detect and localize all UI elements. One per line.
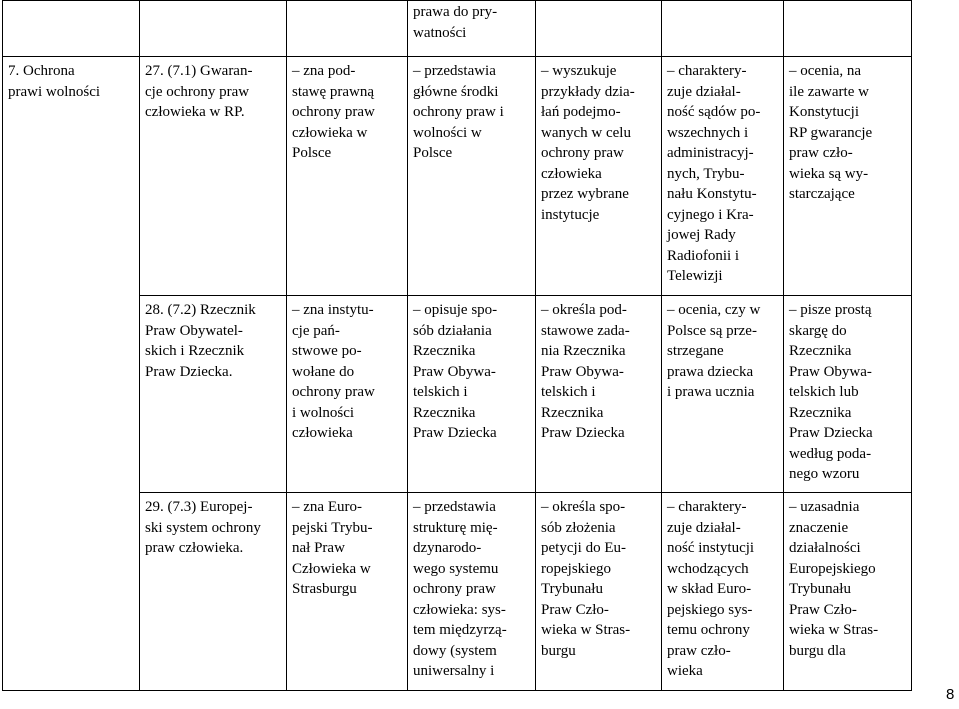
topic-cell	[140, 296, 287, 493]
requirement-cell	[287, 57, 408, 296]
table-row	[3, 296, 912, 493]
requirement-text: – przedstawia strukturę mię- dzynarodo- wego systemu ochrony praw człowieka: sys- tem międzyrzą- dowy (system uniwersalny i	[413, 499, 507, 679]
top-cell-empty-2	[140, 1, 287, 57]
page-number: 8	[946, 686, 955, 703]
requirement-text: – określa pod- stawowe zada- nia Rzecznika Praw Obywa- telskich i Rzecznika Praw Dziecka	[541, 302, 630, 441]
table-row	[3, 57, 912, 296]
requirement-text: – zna pod- stawę prawną ochrony praw człowieka w Polsce	[292, 63, 375, 161]
topic-cell	[140, 493, 287, 691]
top-cell-empty-5	[536, 1, 662, 57]
topic-cell	[140, 57, 287, 296]
section-label: 7. Ochrona prawi wolności	[8, 63, 101, 100]
requirement-cell	[536, 57, 662, 296]
requirement-text: – opisuje spo- sób działania Rzecznika Praw Obywa- telskich i Rzecznika Praw Dziecka	[413, 302, 498, 441]
requirement-text: – uzasadnia znaczenie działalności Europejskiego Trybunału Praw Czło- wieka w Stras- burgu dla	[789, 499, 879, 659]
requirement-cell	[408, 493, 536, 691]
requirement-text: – zna Euro- pejski Trybu- nał Praw Człowieka w Strasburgu	[292, 499, 373, 597]
section-label-cell	[3, 57, 140, 691]
requirement-cell	[536, 296, 662, 493]
requirement-text: – pisze prostą skargę do Rzecznika Praw Obywa- telskich lub Rzecznika Praw Dziecka według poda- nego wzoru	[789, 302, 873, 482]
topic-text: 29. (7.3) Europej- ski system ochrony praw człowieka.	[145, 499, 261, 556]
topic-text: 28. (7.2) Rzecznik Praw Obywatel- skich i Rzecznik Praw Dziecka.	[145, 302, 256, 380]
requirement-text: – wyszukuje przykłady dzia- łań podejmo- wanych w celu ochrony praw człowieka przez wybrane instytucje	[541, 63, 635, 223]
top-cell-empty-1	[3, 1, 140, 57]
requirement-text: – ocenia, czy w Polsce są prze- strzegane prawa dziecka i prawa ucznia	[667, 302, 761, 400]
requirement-text: – charaktery- zuje działal- ność sądów po- wszechnych i administracyj- nych, Trybu- nału Konstytu- cyjnego i Kra- jowej Rady Radiofonii i Telewizji	[667, 63, 761, 284]
requirement-cell	[662, 57, 784, 296]
requirement-cell	[287, 493, 408, 691]
requirement-text: – przedstawia główne środki ochrony praw i wolności w Polsce	[413, 63, 504, 161]
top-cell-empty-3	[287, 1, 408, 57]
requirement-cell	[287, 296, 408, 493]
top-cell-empty-7	[784, 1, 912, 57]
requirement-cell	[408, 296, 536, 493]
requirement-text: – zna instytu- cje pań- stwowe po- wołane do ochrony praw i wolności człowieka	[292, 302, 375, 441]
requirement-cell	[784, 296, 912, 493]
requirement-cell	[536, 493, 662, 691]
top-cell-text: prawa do pry- watności	[413, 4, 498, 41]
table-row-top	[3, 1, 912, 57]
requirement-text: – charaktery- zuje działal- ność instytucji wchodzących w skład Euro- pejskiego sys- temu ochrony praw czło- wieka	[667, 499, 755, 679]
requirement-text: – ocenia, na ile zawarte w Konstytucji RP gwarancje praw czło- wieka są wy- starczające	[789, 63, 873, 202]
requirement-text: – określa spo- sób złożenia petycji do Eu- ropejskiego Trybunału Praw Czło- wieka w Stras- burgu	[541, 499, 631, 659]
requirement-cell	[784, 493, 912, 691]
curriculum-table	[2, 0, 912, 691]
top-cell-empty-6	[662, 1, 784, 57]
requirement-cell	[408, 57, 536, 296]
requirement-cell	[662, 493, 784, 691]
top-cell-privacy	[408, 1, 536, 57]
requirement-cell	[784, 57, 912, 296]
table-row	[3, 493, 912, 691]
requirement-cell	[662, 296, 784, 493]
topic-text: 27. (7.1) Gwaran- cje ochrony praw człowieka w RP.	[145, 63, 253, 120]
